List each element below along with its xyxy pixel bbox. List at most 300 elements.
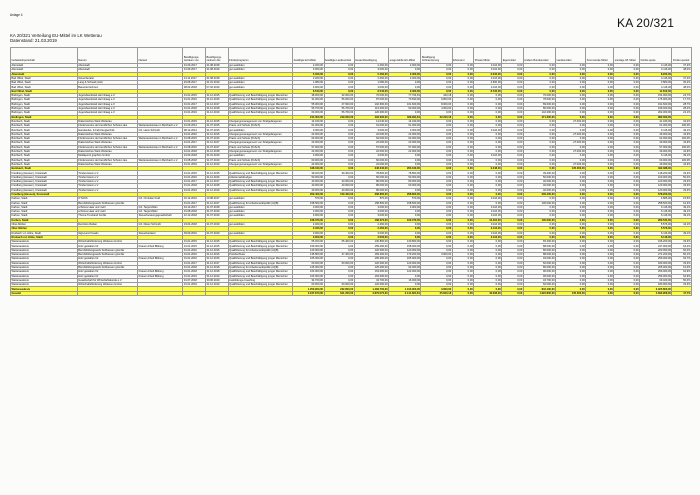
table-cell: 22.000,00 bbox=[293, 141, 324, 145]
table-cell: 3.000,00 bbox=[354, 214, 388, 218]
table-cell: 78.000,00 bbox=[523, 98, 555, 102]
table-cell: Qualifizierung und Beschäftigung junger Menschen bbox=[228, 111, 293, 115]
table-cell: 0,00 bbox=[324, 257, 354, 261]
doc-title-line-2: Datenstand: 21.03.2019 bbox=[10, 38, 57, 44]
table-cell: 0,00 bbox=[614, 145, 640, 149]
table-cell: 0,00 bbox=[324, 85, 354, 89]
table-cell: 88.000,00 bbox=[523, 253, 555, 257]
table-cell: 0,00 bbox=[614, 270, 640, 274]
table-cell: 0,00 bbox=[502, 115, 524, 119]
table-cell: gut ausbilden bbox=[228, 64, 293, 68]
table-cell: Tinsbernstein e.V. bbox=[77, 188, 137, 192]
table-cell: 339.994,81 bbox=[389, 115, 421, 119]
funding-table-container bbox=[10, 47, 692, 296]
column-header: Kommunale Mittel bbox=[586, 48, 614, 64]
table-cell: 0,00 bbox=[586, 180, 614, 184]
table-cell: 0,00 bbox=[474, 257, 502, 261]
table-cell: Butzbach, Stadt bbox=[11, 158, 78, 162]
table-cell: Bad Vilbel, Stadt bbox=[11, 85, 78, 89]
table-cell: 0,00 bbox=[452, 145, 474, 149]
table-cell: 0,00 bbox=[614, 291, 640, 295]
table-cell: 2.460,00 bbox=[389, 64, 421, 68]
table-cell: 22.000,00 bbox=[389, 149, 421, 153]
table-cell: 0,00 bbox=[452, 149, 474, 153]
table-header-row bbox=[11, 48, 692, 64]
table-cell: 3.000,00 bbox=[354, 205, 388, 209]
table-cell: 50.000,00 bbox=[293, 175, 324, 179]
table-cell: 33,3% bbox=[672, 188, 692, 192]
table-cell: 01.01.2017 bbox=[183, 180, 206, 184]
table-cell: 43.008,00 bbox=[474, 291, 502, 295]
table-cell: 31.12.2016 bbox=[206, 253, 229, 257]
table-cell: 80.000,00 bbox=[523, 265, 555, 269]
table-cell: 0,00 bbox=[556, 240, 586, 244]
table-cell: Qualifizierung und Beschäftigung junger Menschen bbox=[228, 188, 293, 192]
table-cell: 01.01.2017 bbox=[183, 102, 206, 106]
table-cell: 0,00 bbox=[586, 274, 614, 278]
table-cell: gut ausbilden bbox=[228, 128, 293, 132]
table-cell: 31.07.2019 bbox=[206, 214, 229, 218]
table-cell: 0,00 bbox=[556, 197, 586, 201]
table-cell: 01.01.2016 bbox=[183, 175, 206, 179]
table-cell: Wetterauskreises in Butzbach e.V. bbox=[138, 145, 183, 149]
table-cell: 100,0% bbox=[672, 124, 692, 128]
table-cell: 0,00 bbox=[614, 162, 640, 166]
table-cell: 0,00 bbox=[474, 261, 502, 265]
table-cell: Arbeitsmarktbudget bbox=[228, 175, 293, 179]
table-cell: 6.116,00 bbox=[640, 235, 672, 239]
table-cell: 100,0% bbox=[672, 158, 692, 162]
table-cell: 0,00 bbox=[324, 76, 354, 80]
table-cell: 2.460,00 bbox=[354, 227, 388, 231]
table-cell: 0,00 bbox=[502, 64, 524, 68]
table-cell: 982.300,00 bbox=[640, 115, 672, 119]
table-cell: 3.000,00 bbox=[293, 128, 324, 132]
table-cell: gut ausbilden bbox=[228, 231, 293, 235]
table-cell: 01.09.2017 bbox=[183, 64, 206, 68]
table-cell: 209.400,00 bbox=[523, 192, 555, 196]
table-cell: 88.000,00 bbox=[523, 244, 555, 248]
table-cell: 0,00 bbox=[502, 278, 524, 282]
table-cell: 77.704,81 bbox=[389, 94, 421, 98]
column-header: bewilligte Landesmittel bbox=[324, 48, 354, 64]
table-cell: 07.02.2019 bbox=[206, 85, 229, 89]
table-cell: 0,00 bbox=[614, 149, 640, 153]
table-cell: 0,00 bbox=[614, 171, 640, 175]
table-cell: 0,00 bbox=[421, 240, 452, 244]
table-cell: 0,00 bbox=[586, 171, 614, 175]
table-cell: Qualifizierung und Beschäftigung junger Menschen bbox=[228, 180, 293, 184]
table-cell: 3.116,00 bbox=[474, 68, 502, 72]
table-cell: 2.325.800,00 bbox=[640, 287, 672, 291]
table-cell: 280.534,00 bbox=[640, 218, 672, 222]
table-cell: 0,00 bbox=[614, 132, 640, 136]
table-cell: 39.400,00 bbox=[293, 171, 324, 175]
table-cell: 0,00 bbox=[502, 201, 524, 205]
table-cell: 0,00 bbox=[452, 278, 474, 282]
table-cell: Diakonisches Werk Wetterau bbox=[77, 141, 137, 145]
table-cell: 0,00 bbox=[556, 222, 586, 226]
table-cell: 56.000,00 bbox=[324, 98, 354, 102]
table-cell: 0,00 bbox=[614, 68, 640, 72]
table-cell: 31.12.2019 bbox=[206, 283, 229, 287]
table-cell: 570,00 bbox=[354, 197, 388, 201]
table-cell: Butzbach, Stadt bbox=[11, 154, 78, 158]
table-cell: 0,00 bbox=[502, 106, 524, 110]
table-cell: 31.12.2015 bbox=[206, 119, 229, 123]
table-cell: 0,00 bbox=[324, 248, 354, 252]
table-cell: 31.12.2018 bbox=[206, 106, 229, 110]
table-cell: Butzbach, Stadt bbox=[11, 132, 78, 136]
table-cell: 31.07.2019 bbox=[206, 222, 229, 226]
table-cell: 0,00 bbox=[556, 188, 586, 192]
table-cell: 62,9% bbox=[672, 270, 692, 274]
table-cell: 0,00 bbox=[614, 175, 640, 179]
table-cell: 57.000,00 bbox=[640, 145, 672, 149]
table-cell: 49,1% bbox=[672, 231, 692, 235]
table-cell: 80.000,00 bbox=[389, 180, 421, 184]
table-cell: Holz gestalten für bbox=[77, 244, 137, 248]
table-cell: Wetterauskreis bbox=[11, 253, 78, 257]
table-cell: Berufsbildungswerk Südhessen gGmbH bbox=[77, 265, 137, 269]
table-cell: 31.12.2016 bbox=[206, 175, 229, 179]
table-cell: 0,00 bbox=[586, 89, 614, 93]
table-cell: 0,00 bbox=[614, 158, 640, 162]
table-cell: 0,00 bbox=[614, 115, 640, 119]
table-cell: 0,00 bbox=[523, 124, 555, 128]
table-cell: 0,00 bbox=[556, 98, 586, 102]
table-cell: 0,00 bbox=[586, 192, 614, 196]
table-cell: 0,00 bbox=[502, 68, 524, 72]
table-cell: 56.700,00 bbox=[324, 111, 354, 115]
table-cell: Friedberg (Hessen), Kreisstadt bbox=[11, 188, 78, 192]
table-cell: 3.116,00 bbox=[474, 235, 502, 239]
table-cell: 62,9% bbox=[672, 274, 692, 278]
table-cell: 0,00 bbox=[586, 278, 614, 282]
table-cell: Thoma Treuhand GmbH bbox=[77, 214, 137, 218]
table-cell: 0,00 bbox=[421, 227, 452, 231]
table-cell: 0,00 bbox=[614, 253, 640, 257]
table-cell: 0,00 bbox=[614, 192, 640, 196]
table-cell: 0,00 bbox=[586, 81, 614, 85]
table-cell: 120.000,00 bbox=[293, 248, 324, 252]
table-cell: Übergangsmanagement von Strafgefangenen bbox=[228, 162, 293, 166]
table-cell: 0,00 bbox=[474, 124, 502, 128]
table-cell: 13.08.2017 bbox=[206, 197, 229, 201]
table-cell: 44,9% bbox=[672, 162, 692, 166]
table-cell: 0,00 bbox=[421, 128, 452, 132]
table-cell: 11.812,00 bbox=[640, 89, 672, 93]
table-cell: Büdingen, Stadt bbox=[11, 102, 78, 106]
table-cell: 60.000,00 bbox=[523, 261, 555, 265]
table-cell: 258.500,00 bbox=[640, 201, 672, 205]
table-cell: 0,00 bbox=[474, 283, 502, 287]
table-cell: 2.460,00 bbox=[293, 64, 324, 68]
table-cell: 0,00 bbox=[324, 119, 354, 123]
table-cell: 0,00 bbox=[614, 227, 640, 231]
table-cell: 0,00 bbox=[389, 283, 421, 287]
table-cell bbox=[77, 291, 137, 295]
table-cell: 0,00 bbox=[523, 145, 555, 149]
table-cell: 0,00 bbox=[452, 253, 474, 257]
table-cell: 01.01.2017 bbox=[183, 141, 206, 145]
table-cell: 0,00 bbox=[421, 244, 452, 248]
table-cell: 49.000,00 bbox=[640, 149, 672, 153]
table-cell: 94.000,00 bbox=[523, 257, 555, 261]
table-cell: 27.000,00 bbox=[556, 162, 586, 166]
table-cell: 0,00 bbox=[586, 149, 614, 153]
table-cell: 232.800,00 bbox=[324, 287, 354, 291]
table-cell: 40.000,00 bbox=[324, 188, 354, 192]
table-cell: 0,00 bbox=[614, 257, 640, 261]
table-cell: 263.040,00 bbox=[389, 167, 421, 171]
table-cell: 154.000,00 bbox=[640, 94, 672, 98]
table-cell: 0,00 bbox=[502, 98, 524, 102]
table-cell: 0,00 bbox=[421, 72, 452, 76]
funding-table bbox=[10, 47, 692, 296]
table-cell: 31.12.2015 bbox=[206, 240, 229, 244]
table-cell: 01.01.2019 bbox=[183, 111, 206, 115]
table-cell: 0,00 bbox=[502, 137, 524, 141]
table-cell: 0,00 bbox=[502, 283, 524, 287]
table-cell: 0,00 bbox=[502, 171, 524, 175]
table-cell: 01.01.2018 bbox=[183, 149, 206, 153]
table-cell: 0,00 bbox=[614, 278, 640, 282]
table-cell: 196.200,00 bbox=[640, 240, 672, 244]
table-cell: 0,00 bbox=[324, 227, 354, 231]
table-cell: 0,00 bbox=[586, 85, 614, 89]
table-cell: 113.400,00 bbox=[354, 106, 388, 110]
table-cell: 259.000,00 bbox=[640, 274, 672, 278]
table-cell: 0,00 bbox=[556, 253, 586, 257]
table-cell: 0,00 bbox=[614, 205, 640, 209]
table-cell: 22.000,00 bbox=[354, 149, 388, 153]
table-cell: Frauen Arbeit Bildung bbox=[138, 244, 183, 248]
table-cell: 0,00 bbox=[586, 244, 614, 248]
table-cell: 0,00 bbox=[389, 274, 421, 278]
table-cell: 0,00 bbox=[502, 244, 524, 248]
table-cell: Altenstadt bbox=[77, 68, 137, 72]
table-cell: Bad Vilbel, Stadt bbox=[11, 81, 78, 85]
table-cell: Qualifizierung und Beschäftigung junger Menschen bbox=[228, 184, 293, 188]
table-cell: 2.141.824,81 bbox=[389, 291, 421, 295]
table-cell: 49.000,00 bbox=[640, 162, 672, 166]
table-cell: Karben, Stadt bbox=[11, 197, 78, 201]
table-cell: gut ausbilden bbox=[228, 81, 293, 85]
table-cell: 0,00 bbox=[523, 68, 555, 72]
table-cell: 0,00 bbox=[523, 137, 555, 141]
table-cell: 0,00 bbox=[474, 244, 502, 248]
table-cell: 60.000,00 bbox=[293, 158, 324, 162]
table-cell: 0,00 bbox=[452, 222, 474, 226]
table-cell: 0,00 bbox=[614, 85, 640, 89]
table-cell: 3.116,00 bbox=[474, 197, 502, 201]
table-cell: 0,00 bbox=[502, 274, 524, 278]
table-cell: 120.000,00 bbox=[354, 248, 388, 252]
table-cell: 0,00 bbox=[586, 64, 614, 68]
table-cell: 27.000,00 bbox=[556, 141, 586, 145]
table-cell: 0,00 bbox=[452, 102, 474, 106]
table-cell: 0,00 bbox=[474, 132, 502, 136]
table-cell: Sigl+Lanz Kreativ bbox=[77, 231, 137, 235]
table-cell: 31.12.2017 bbox=[206, 201, 229, 205]
table-cell bbox=[138, 291, 183, 295]
table-cell: 0,00 bbox=[389, 85, 421, 89]
table-cell: 0,00 bbox=[523, 231, 555, 235]
table-cell: 268.800,00 bbox=[389, 192, 421, 196]
table-cell: 0,00 bbox=[452, 68, 474, 72]
table-cell: Jugendwerkstatt Herrnhaag e.V. bbox=[77, 94, 137, 98]
table-cell: 158.500,00 bbox=[354, 201, 388, 205]
table-body bbox=[11, 64, 692, 296]
table-cell: Gesamt bbox=[11, 291, 78, 295]
table-cell: 30.06.2019 bbox=[206, 278, 229, 282]
table-cell: 0,00 bbox=[556, 137, 586, 141]
table-cell: 100,0% bbox=[672, 137, 692, 141]
table-cell: 0,00 bbox=[556, 154, 586, 158]
table-cell: 31.12.2019 bbox=[206, 162, 229, 166]
table-cell: 0,00 bbox=[452, 124, 474, 128]
table-cell: Ober-Mörlen bbox=[11, 227, 78, 231]
table-cell: 30,2% bbox=[672, 81, 692, 85]
table-cell: 0,00 bbox=[614, 222, 640, 226]
column-header: Bewilligung Kofinanzierung bbox=[421, 48, 452, 64]
table-cell: Wetterauskreis bbox=[11, 283, 78, 287]
table-cell: 2.460,00 bbox=[293, 222, 324, 226]
table-cell: 0,00 bbox=[502, 124, 524, 128]
table-cell: 4.116,00 bbox=[640, 85, 672, 89]
table-cell: 31.12.2015 bbox=[206, 244, 229, 248]
table-cell: 31.07.2019 bbox=[206, 210, 229, 214]
table-cell: 0,00 bbox=[324, 218, 354, 222]
table-cell: 01.01.2016 bbox=[183, 248, 206, 252]
table-cell: 0,00 bbox=[556, 128, 586, 132]
table-cell: 100.000,00 bbox=[523, 201, 555, 205]
table-cell: 168.070,00 bbox=[354, 218, 388, 222]
table-cell: 0,00 bbox=[324, 158, 354, 162]
table-cell: 27.000,00 bbox=[556, 149, 586, 153]
table-cell: 63.300,00 bbox=[293, 111, 324, 115]
table-cell: 60.000,00 bbox=[324, 283, 354, 287]
table-cell: 31.12.2016 bbox=[206, 132, 229, 136]
table-cell: 0,00 bbox=[502, 89, 524, 93]
table-cell: 0,00 bbox=[502, 265, 524, 269]
table-cell: 0,00 bbox=[523, 197, 555, 201]
table-cell: 0,00 bbox=[556, 244, 586, 248]
table-cell: 32.000,00 bbox=[324, 94, 354, 98]
table-cell: 22.000,00 bbox=[293, 132, 324, 136]
table-cell: 0,00 bbox=[523, 162, 555, 166]
table-cell: 0,00 bbox=[556, 210, 586, 214]
table-cell: 259.000,00 bbox=[640, 270, 672, 274]
table-cell: 0,00 bbox=[556, 214, 586, 218]
table-cell: 0,00 bbox=[556, 231, 586, 235]
table-cell: Bad Vilbel, Stadt bbox=[11, 89, 78, 93]
table-cell: 0,00 bbox=[523, 210, 555, 214]
table-cell: 0,00 bbox=[586, 162, 614, 166]
table-cell: 570,00 bbox=[293, 197, 324, 201]
table-cell: 5.576,00 bbox=[640, 227, 672, 231]
column-header: Name2 bbox=[138, 48, 183, 64]
table-cell: 4.116,00 bbox=[640, 64, 672, 68]
table-cell: 0,00 bbox=[614, 94, 640, 98]
table-cell: 3.116,00 bbox=[474, 205, 502, 209]
table-cell: 0,00 bbox=[523, 64, 555, 68]
table-cell: 33,3% bbox=[672, 184, 692, 188]
table-cell: 13.11.2017 bbox=[183, 76, 206, 80]
table-cell: 1.080,00 bbox=[354, 81, 388, 85]
table-cell: Berufsbildungswerk Südhessen gGmbH bbox=[77, 201, 137, 205]
table-cell: 0,00 bbox=[389, 81, 421, 85]
table-cell: 39.400,00 bbox=[324, 171, 354, 175]
table-cell: 3.000,00 bbox=[293, 235, 324, 239]
table-cell: 0,00 bbox=[586, 94, 614, 98]
table-cell: 0,00 bbox=[389, 158, 421, 162]
table-cell: Holz gestalten für bbox=[77, 274, 137, 278]
table-cell: 0,00 bbox=[556, 124, 586, 128]
table-cell: 0,00 bbox=[452, 218, 474, 222]
table-cell: 493.000,00 bbox=[354, 115, 388, 119]
table-cell: 0,00 bbox=[474, 111, 502, 115]
table-cell: 01.01.2018 bbox=[183, 270, 206, 274]
table-cell: 0,00 bbox=[523, 128, 555, 132]
table-cell: 01.01.2015 bbox=[183, 119, 206, 123]
table-cell: 0,00 bbox=[474, 149, 502, 153]
table-cell: 31.12.2016 bbox=[206, 248, 229, 252]
table-cell: 3.000,00 bbox=[354, 210, 388, 214]
table-cell: 0,00 bbox=[324, 235, 354, 239]
table-cell: 3.000,00 bbox=[389, 205, 421, 209]
table-cell: 0,00 bbox=[586, 124, 614, 128]
table-cell: 0,00 bbox=[586, 72, 614, 76]
table-cell: 0,00 bbox=[421, 162, 452, 166]
table-cell: 0,00 bbox=[474, 274, 502, 278]
table-cell: 0,00 bbox=[556, 227, 586, 231]
table-cell: 0,00 bbox=[324, 167, 354, 171]
table-cell: 135.000,00 bbox=[556, 167, 586, 171]
table-cell: 163.000,00 bbox=[293, 270, 324, 274]
table-cell bbox=[206, 291, 229, 295]
table-cell: Butzbach, Stadt bbox=[11, 145, 78, 149]
table-cell: 01.01.2015 bbox=[183, 171, 206, 175]
table-cell: 60.000,00 bbox=[324, 261, 354, 265]
table-cell: 0,00 bbox=[502, 231, 524, 235]
table-cell: 0,00 bbox=[421, 158, 452, 162]
table-cell: 01.01.2019 bbox=[183, 188, 206, 192]
table-cell: 0,00 bbox=[452, 64, 474, 68]
table-cell: 34.700,00 bbox=[354, 278, 388, 282]
table-cell: 4.000,00 bbox=[421, 106, 452, 110]
table-cell: 0,00 bbox=[586, 184, 614, 188]
table-cell: 200.000,00 bbox=[640, 248, 672, 252]
table-cell: Qualifizierung und Beschäftigung junger Menschen bbox=[228, 240, 293, 244]
table-cell: 0,00 bbox=[523, 205, 555, 209]
table-cell: 0,00 bbox=[614, 124, 640, 128]
table-cell: 40.000,00 bbox=[324, 184, 354, 188]
table-cell: 31.08.2018 bbox=[206, 76, 229, 80]
table-cell: 3.116,00 bbox=[474, 227, 502, 231]
table-cell: 0,00 bbox=[502, 287, 524, 291]
table-cell: 28,7% bbox=[672, 102, 692, 106]
table-cell: 158.500,00 bbox=[389, 201, 421, 205]
table-cell: 0,00 bbox=[586, 283, 614, 287]
table-cell: Übergangsmanagement von Strafgefangenen bbox=[228, 132, 293, 136]
table-cell: 0,00 bbox=[421, 188, 452, 192]
table-cell: 01.01.2019 bbox=[183, 274, 206, 278]
table-cell: Karben, Stadt bbox=[11, 218, 78, 222]
table-cell: 44,9% bbox=[672, 132, 692, 136]
table-cell: Steuerberater bbox=[77, 76, 137, 80]
